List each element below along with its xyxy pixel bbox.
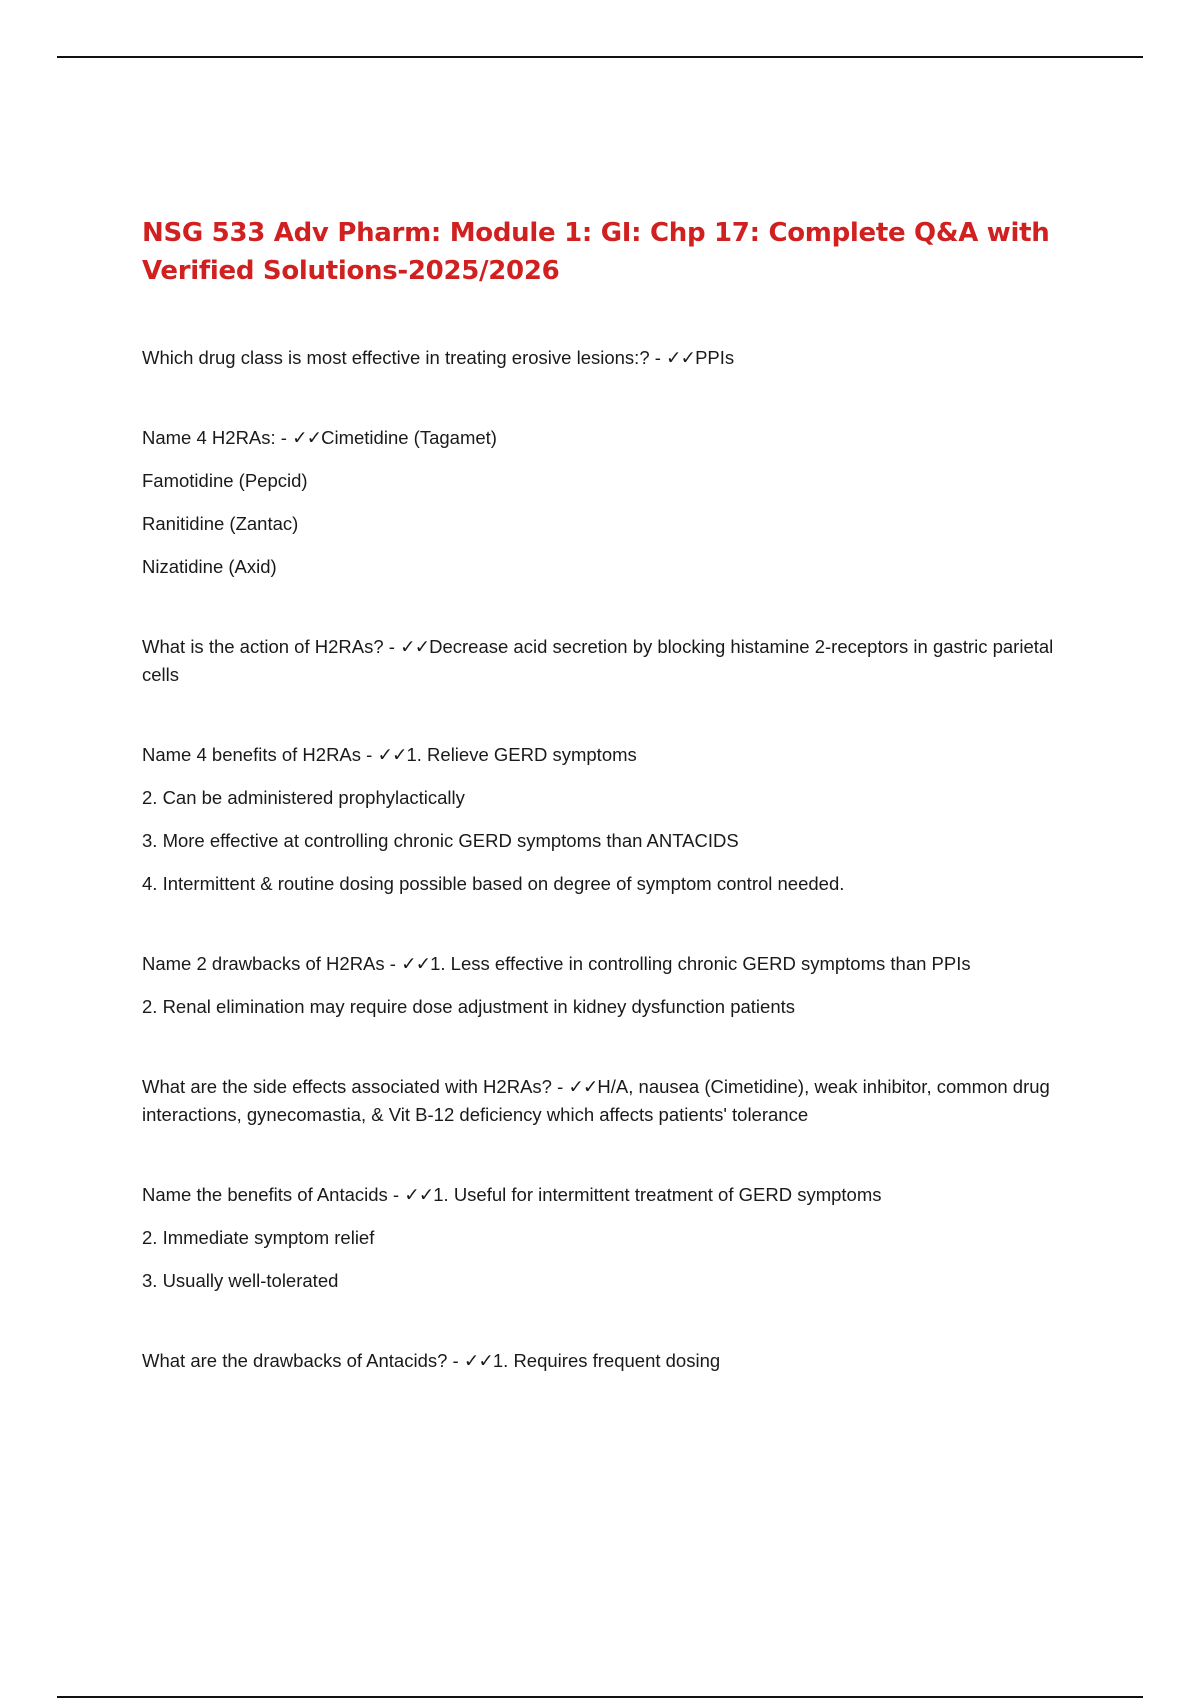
answer-line: 3. Usually well-tolerated bbox=[142, 1270, 339, 1291]
question-text: Name the benefits of Antacids - bbox=[142, 1184, 405, 1205]
question-line bbox=[142, 344, 1072, 372]
qa-item bbox=[142, 1347, 1072, 1375]
answer-line: Nizatidine (Axid) bbox=[142, 556, 277, 577]
document-title bbox=[142, 214, 1072, 290]
answer-text: H/A, nausea (Cimetidine), weak inhibitor, common drug interactions, gynecomastia, & Vit B-12 deficiency which affects patients' tolerance bbox=[142, 1076, 1050, 1125]
check-mark-icon: ✓✓ bbox=[463, 1350, 493, 1371]
answer-line: 3. More effective at controlling chronic GERD symptoms than ANTACIDS bbox=[142, 830, 739, 851]
answer-text: 1. Requires frequent dosing bbox=[492, 1350, 721, 1371]
check-mark-icon: ✓✓ bbox=[401, 953, 431, 974]
answer-line: 2. Can be administered prophylactically bbox=[142, 787, 465, 808]
question-line bbox=[142, 424, 1072, 452]
question-line bbox=[142, 1347, 1072, 1375]
check-mark-icon: ✓✓ bbox=[666, 347, 696, 368]
answer-text: Decrease acid secretion by blocking histamine 2-receptors in gastric parietal cells bbox=[142, 636, 1054, 685]
title-line-1: NSG 533 Adv Pharm: Module 1: GI: Chp 17: Complete Q&A with bbox=[142, 218, 1050, 248]
question-text: Name 2 drawbacks of H2RAs - bbox=[142, 953, 402, 974]
top-rule bbox=[57, 56, 1143, 58]
answer-text: 1. Useful for intermittent treatment of GERD symptoms bbox=[433, 1184, 882, 1205]
qa-item bbox=[142, 1181, 1072, 1295]
qa-item bbox=[142, 633, 1072, 689]
qa-item bbox=[142, 424, 1072, 581]
answer-text: Cimetidine (Tagamet) bbox=[321, 427, 497, 448]
check-mark-icon: ✓✓ bbox=[400, 636, 430, 657]
question-text: Name 4 benefits of H2RAs - bbox=[142, 744, 378, 765]
title-line-2: Verified Solutions-2025/2026 bbox=[142, 256, 560, 286]
answer-line: 4. Intermittent & routine dosing possible based on degree of symptom control needed. bbox=[142, 873, 845, 894]
qa-item bbox=[142, 344, 1072, 372]
answer-line: 2. Immediate symptom relief bbox=[142, 1227, 375, 1248]
qa-list bbox=[142, 344, 1072, 1375]
answer-text: 1. Less effective in controlling chronic GERD symptoms than PPIs bbox=[430, 953, 971, 974]
qa-item bbox=[142, 741, 1072, 898]
question-line bbox=[142, 1073, 1072, 1129]
qa-item bbox=[142, 950, 1072, 1021]
check-mark-icon: ✓✓ bbox=[568, 1076, 598, 1097]
question-line bbox=[142, 633, 1072, 689]
check-mark-icon: ✓✓ bbox=[404, 1184, 434, 1205]
answer-line: 2. Renal elimination may require dose adjustment in kidney dysfunction patients bbox=[142, 996, 796, 1017]
answer-line: Ranitidine (Zantac) bbox=[142, 513, 299, 534]
question-text: What are the side effects associated with H2RAs? - bbox=[142, 1076, 569, 1097]
answer-text: PPIs bbox=[695, 347, 735, 368]
check-mark-icon: ✓✓ bbox=[292, 427, 322, 448]
question-text: What is the action of H2RAs? - bbox=[142, 636, 401, 657]
question-line bbox=[142, 1181, 1072, 1209]
question-text: Which drug class is most effective in treating erosive lesions:? - bbox=[142, 347, 667, 368]
document-body bbox=[142, 214, 1072, 1427]
question-text: What are the drawbacks of Antacids? - bbox=[142, 1350, 464, 1371]
bottom-rule bbox=[57, 1696, 1143, 1698]
question-line bbox=[142, 741, 1072, 769]
answer-text: 1. Relieve GERD symptoms bbox=[406, 744, 637, 765]
answer-line: Famotidine (Pepcid) bbox=[142, 470, 308, 491]
check-mark-icon: ✓✓ bbox=[377, 744, 407, 765]
question-line bbox=[142, 950, 1072, 978]
question-text: Name 4 H2RAs: - bbox=[142, 427, 293, 448]
qa-item bbox=[142, 1073, 1072, 1129]
